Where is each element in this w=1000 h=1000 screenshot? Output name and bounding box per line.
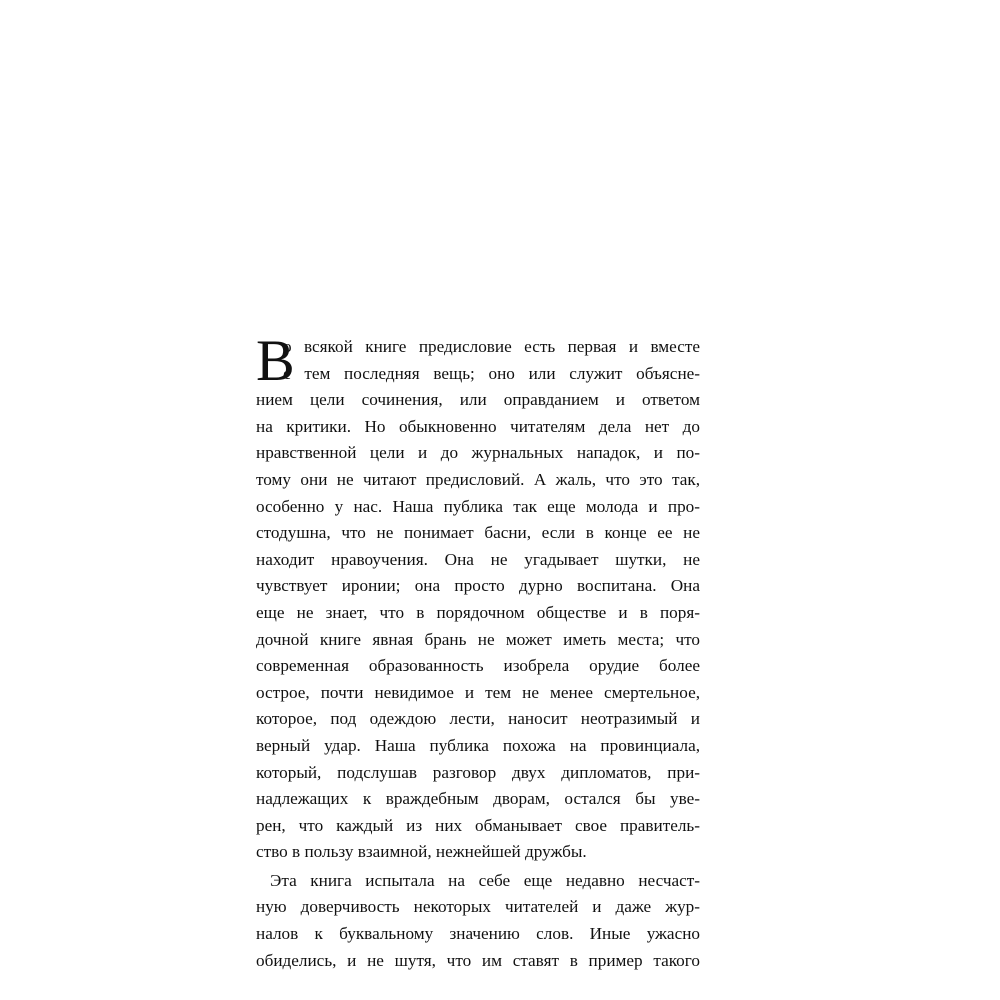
text-line: еще не знает, что в порядочном обществе и в поря- xyxy=(256,602,700,622)
text-line: рен, что каждый из них обманывает свое правитель- xyxy=(256,815,700,835)
text-line: нием цели сочинения, или оправданием и ответом xyxy=(256,390,700,410)
text-line: нравственной цели и до журнальных нападок, и по- xyxy=(256,443,700,463)
paragraph xyxy=(256,868,700,974)
text-line: на критики. Но обыкновенно читателям дела нет до xyxy=(256,416,700,436)
text-line: обиделись, и не шутя, что им ставят в пример такого xyxy=(256,950,700,970)
body-text xyxy=(256,328,700,974)
text-line: особенно у нас. Наша публика так еще молода и про- xyxy=(256,496,700,516)
text-line: дочной книге явная брань не может иметь места; что xyxy=(256,629,700,649)
text-line: стодушна, что не понимает басни, если в конце ее не xyxy=(256,523,700,543)
text-line: чувствует иронии; она просто дурно воспитана. Она xyxy=(256,576,700,596)
text-line: находит нравоучения. Она не угадывает шутки, не xyxy=(256,549,700,569)
text-line: Эта книга испытала на себе еще недавно несчаст- xyxy=(270,870,700,890)
text-line: ную доверчивость некоторых читателей и даже жур- xyxy=(256,897,700,917)
text-line: надлежащих к враждебным дворам, остался бы уве- xyxy=(256,789,700,809)
text-line: верный удар. Наша публика похожа на провинциала, xyxy=(256,735,700,755)
text-line: которое, под одеждою лести, наносит неотразимый и xyxy=(256,709,700,729)
text-line: современная образованность изобрела орудие более xyxy=(256,656,700,676)
text-line: острое, почти невидимое и тем не менее смертельное, xyxy=(256,682,700,702)
text-line: ство в пользу взаимной, нежнейшей дружбы. xyxy=(256,842,587,862)
text-line: налов к буквальному значению слов. Иные ужасно xyxy=(256,924,700,944)
text-line: который, подслушав разговор двух дипломатов, при- xyxy=(256,762,700,782)
drop-cap: В xyxy=(256,328,295,393)
text-line: тому они не читают предисловий. А жаль, что это так, xyxy=(256,469,700,489)
text-line-content: о всякой книге предисловие есть первая и вместе xyxy=(283,337,700,356)
text-line: с тем последняя вещь; оно или служит объясне- xyxy=(283,363,700,383)
